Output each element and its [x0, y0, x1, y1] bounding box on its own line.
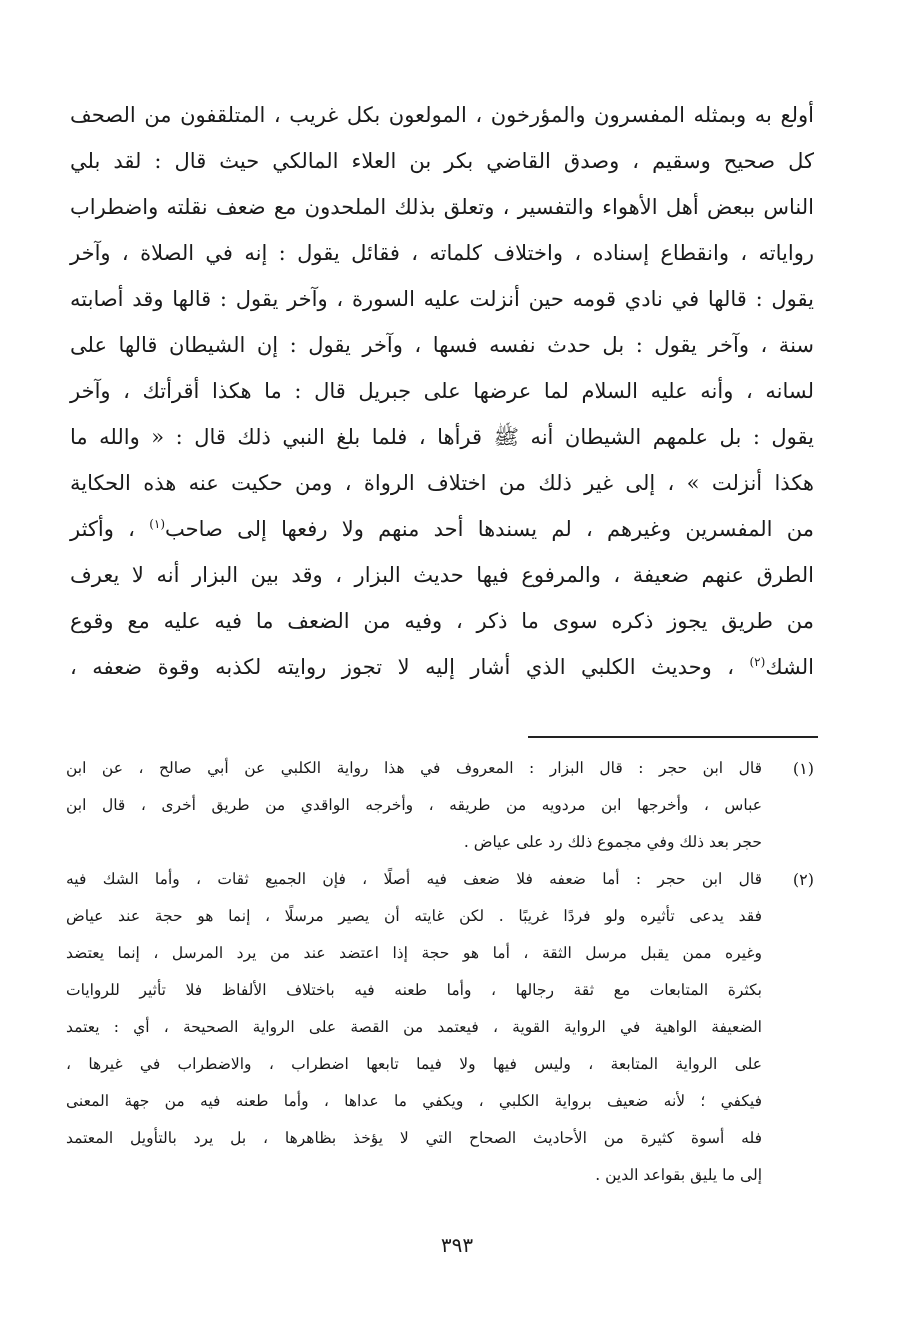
- footnote-line: وغيره ممن يقبل مرسل الثقة ، أما هو حجة إذا اعتضد عند من يرد المرسل ، إنما يعتضد: [66, 944, 762, 962]
- footnote-line: قال ابن حجر : أما ضعفه فلا ضعف فيه أصلًا ، فإن الجميع ثقات ، وأما الشك فيه: [66, 870, 762, 888]
- text-line: الناس ببعض أهل الأهواء والتفسير ، وتعلق بذلك الملحدون مع ضعف نقلته واضطراب: [70, 195, 814, 219]
- footnote-ref-1[interactable]: (١): [149, 517, 166, 531]
- text-line: أولع به وبمثله المفسرون والمؤرخون ، المولعون بكل غريب ، المتلقفون من الصحف: [70, 103, 814, 127]
- text-segment: الشك: [765, 655, 814, 679]
- footnote-line: فله أسوة كثيرة من الأحاديث الصحاح التي لا يؤخذ بظاهرها ، بل يرد بالتأويل المعتمد: [66, 1129, 762, 1147]
- text-line: [70, 644, 814, 690]
- footnote-line: عباس ، وأخرجها ابن مردويه من طريقه ، وأخرجه الواقدي من طريق أخرى ، قال ابن: [66, 796, 762, 814]
- footnote-separator: [528, 736, 818, 738]
- footnote-1: [66, 750, 814, 861]
- footnote-line: إلى ما يليق بقواعد الدين .: [595, 1166, 762, 1184]
- text-segment: ، وحديث الكلبي الذي أشار إليه لا تجوز روايته لكذبه وقوة ضعفه ،: [70, 655, 734, 679]
- footnote-line: فقد يدعى تأثيره ولو فردًا غريبًا . لكن غايته أن يصير مرسلًا ، إنما هو حجة عند عياض: [66, 907, 762, 925]
- footnote-number: (١): [792, 759, 814, 778]
- text-line: يقول : قالها في نادي قومه حين أنزلت عليه السورة ، وآخر يقول : قالها وقد أصابته: [70, 287, 814, 311]
- text-line: يقول : بل علمهم الشيطان أنه ﷺ قرأها ، فلما بلغ النبي ذلك قال : « والله ما: [70, 425, 814, 449]
- text-segment: ، وأكثر: [70, 517, 135, 541]
- text-line: من طريق يجوز ذكره سوى ما ذكر ، وفيه من الضعف ما فيه عليه مع وقوع: [70, 609, 814, 633]
- text-line: رواياته ، وانقطاع إسناده ، واختلاف كلماته ، فقائل يقول : إنه في الصلاة ، وآخر: [70, 241, 814, 265]
- footnote-line: بكثرة المتابعات مع ثقة رجالها ، وأما طعنه فيه باختلاف الألفاظ فلا تأثير للروايات: [66, 981, 762, 999]
- footnote-line: الضعيفة الواهية في الرواية القوية ، فيعتمد من القصة على الرواية الصحيحة ، أي : يعتمد: [66, 1018, 762, 1036]
- footnote-line: قال ابن حجر : قال البزار : المعروف في هذا رواية الكلبي عن أبي صالح ، عن ابن: [66, 759, 762, 777]
- footnote-number: (٢): [792, 870, 814, 889]
- text-line: الطرق عنهم ضعيفة ، والمرفوع فيها حديث البزار ، وقد بين البزار أنه لا يعرف: [70, 563, 814, 587]
- footnote-2: [66, 861, 814, 1194]
- text-line: لسانه ، وأنه عليه السلام لما عرضها على جبريل قال : ما هكذا أقرأتك ، وآخر: [70, 379, 814, 403]
- text-line: هكذا أنزلت » ، إلى غير ذلك من اختلاف الرواة ، ومن حكيت عنه هذه الحكاية: [70, 471, 814, 495]
- text-line: سنة ، وآخر يقول : بل حدث نفسه فسها ، وآخر يقول : إن الشيطان قالها على: [70, 333, 814, 357]
- footnote-ref-2[interactable]: (٢): [749, 655, 766, 669]
- text-line: كل صحيح وسقيم ، وصدق القاضي بكر بن العلاء المالكي حيث قال : لقد بلي: [70, 149, 814, 173]
- footnote-line: حجر بعد ذلك وفي مجموع ذلك رد على عياض .: [463, 833, 762, 851]
- main-text: [70, 92, 814, 690]
- footnotes: [66, 750, 814, 1194]
- text-segment: من المفسرين وغيرهم ، لم يسندها أحد منهم ولا رفعها إلى صاحب: [165, 517, 814, 541]
- footnote-line: فيكفي ؛ لأنه ضعيف برواية الكلبي ، ويكفي ما عداها ، وأما طعنه فيه من جهة المعنى: [66, 1092, 762, 1110]
- text-line: [70, 506, 814, 552]
- page-number: ٣٩٣: [440, 1233, 474, 1257]
- footnote-line: على الرواية المتابعة ، وليس فيها ولا فيما تابعها اضطراب ، والاضطراب في غيرها ،: [66, 1055, 762, 1073]
